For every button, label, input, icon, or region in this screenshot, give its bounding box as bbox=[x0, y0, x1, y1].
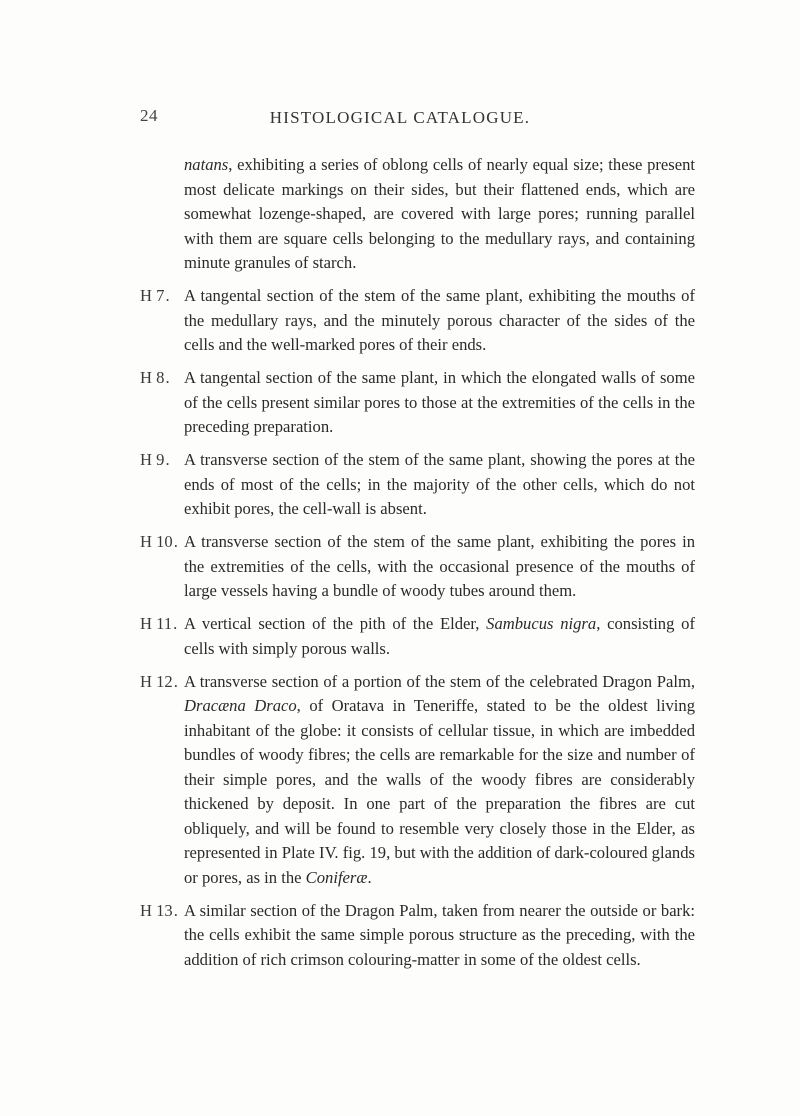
entry-h13 bbox=[140, 899, 695, 973]
entry-h10 bbox=[140, 530, 695, 604]
continuation-paragraph bbox=[184, 153, 695, 276]
entry-italic: Coniferæ bbox=[305, 867, 368, 887]
entry-id: H 7. bbox=[140, 286, 170, 305]
entry-id: H 13. bbox=[140, 900, 178, 920]
entry-text: A transverse section of a portion of the stem of the celebrated Dragon Palm, bbox=[184, 671, 695, 691]
entry-id: H 10. bbox=[140, 532, 178, 551]
entry-id: H 12. bbox=[140, 671, 178, 691]
page-body bbox=[140, 153, 695, 981]
running-head: HISTOLOGICAL CATALOGUE. bbox=[269, 108, 531, 127]
entry-text: , of Oratava in Teneriffe, stated to be the oldest living inhabitant of the globe: it consists of cellular tissue, in which are imbedded bundles of woody fibres; the cells are remarkable for the size and number of their simple pores, and the walls of the woody fibres are considerably thickened by deposit. In one part of the preparation the fibres are cut obliquely, and will be found to resemble very closely those in the Elder, as represented in Plate IV. fig. 19, but with the addition of dark-coloured glands or pores, as in the bbox=[184, 696, 695, 887]
entry-h7 bbox=[140, 284, 695, 358]
page-number: 24 bbox=[140, 106, 158, 125]
entry-id: H 11. bbox=[140, 614, 178, 633]
entry-h9 bbox=[140, 448, 695, 522]
entry-italic: Sambucus nigra bbox=[486, 614, 597, 633]
continuation-text: , exhibiting a series of oblong cells of nearly equal size; these present most delicate markings on their sides, but their flattened ends, which are somewhat lozenge-shaped, are covered with large pores; running parallel with them are square cells belonging to the medullary rays, and containing minute granules of starch. bbox=[184, 155, 695, 272]
entry-text: , consisting of cells with simply porous walls. bbox=[184, 614, 695, 658]
entry-italic: Dracæna Draco bbox=[184, 696, 297, 715]
entry-text: A transverse section of the stem of the same plant, showing the pores at the ends of most of the cells; in the majority of the other cells, which do not exhibit pores, the cell-wall is absent. bbox=[184, 450, 695, 518]
continuation-italic: natans bbox=[184, 155, 229, 174]
entry-text: A tangental section of the same plant, in which the elongated walls of some of the cells present similar pores to those at the extremities of the cells in the preceding preparation. bbox=[184, 368, 695, 436]
entry-text: A vertical section of the pith of the Elder, bbox=[184, 614, 487, 633]
entry-text: A similar section of the Dragon Palm, taken from nearer the outside or bark: the cells exhibit the same simple porous structure as the preceding, with the addition of rich crimson colouring-matter in some of the oldest cells. bbox=[184, 900, 695, 969]
entry-h12 bbox=[140, 670, 695, 891]
entry-id: H 8. bbox=[140, 368, 170, 387]
entry-text: . bbox=[367, 867, 372, 887]
entry-h11 bbox=[140, 612, 695, 661]
entry-text: A transverse section of the stem of the same plant, exhibiting the pores in the extremities of the cells, with the occasional presence of the mouths of large vessels having a bundle of woody tubes around them. bbox=[184, 532, 695, 600]
entry-id: H 9. bbox=[140, 450, 170, 469]
entry-h8 bbox=[140, 366, 695, 440]
entry-text: A tangental section of the stem of the same plant, exhibiting the mouths of the medullary rays, and the minutely porous character of the sides of the cells and the well-marked pores of their ends. bbox=[184, 286, 695, 354]
